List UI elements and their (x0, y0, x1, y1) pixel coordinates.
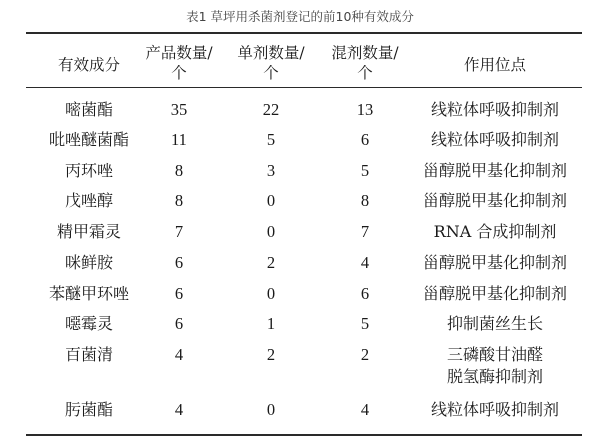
cell-product-count: 11 (171, 130, 187, 149)
cell-mixture-count: 2 (360, 345, 370, 364)
cell-mixture-count: 5 (360, 314, 370, 333)
cell-action-site: 甾醇脱甲基化抑制剂 (422, 161, 567, 180)
cell-mixture-count: 4 (360, 253, 370, 272)
table-header-rule (26, 87, 582, 88)
header-mixture-count (322, 43, 408, 83)
header-product-count-line2: 个 (171, 64, 187, 82)
cell-single-count: 0 (266, 222, 276, 241)
header-mixture-count-line1: 混剂数量/ (331, 44, 399, 62)
cell-single-count: 0 (266, 400, 276, 419)
header-action-site: 作用位点 (463, 56, 526, 74)
cell-ingredient: 吡唑醚菌酯 (48, 130, 129, 149)
cell-ingredient: 戊唑醇 (64, 191, 113, 210)
cell-action-site: 线粒体呼吸抑制剂 (430, 130, 559, 149)
cell-product-count: 6 (174, 253, 184, 272)
cell-mixture-count: 7 (360, 222, 370, 241)
table-caption: 表1 草坪用杀菌剂登记的前10种有效成分 (186, 9, 414, 24)
header-product-count-line1: 产品数量/ (145, 44, 213, 62)
cell-action-site: 甾醇脱甲基化抑制剂 (422, 253, 567, 272)
cell-product-count: 35 (170, 100, 188, 119)
cell-mixture-count: 6 (360, 130, 370, 149)
cell-ingredient: 噁霉灵 (64, 314, 113, 333)
cell-product-count: 6 (174, 314, 184, 333)
cell-mixture-count: 13 (356, 100, 374, 119)
cell-ingredient: 精甲霜灵 (56, 222, 121, 241)
cell-product-count: 4 (174, 345, 184, 364)
cell-mixture-count: 5 (360, 161, 370, 180)
header-product-count (138, 43, 220, 83)
cell-single-count: 5 (266, 130, 276, 149)
cell-action-site: 线粒体呼吸抑制剂 (430, 100, 559, 119)
cell-ingredient: 丙环唑 (64, 161, 113, 180)
cell-action-site: 甾醇脱甲基化抑制剂 (422, 191, 567, 210)
cell-product-count: 6 (174, 284, 184, 303)
cell-action-site (408, 345, 582, 387)
cell-ingredient: 苯醚甲环唑 (48, 284, 129, 303)
cell-mixture-count: 6 (360, 284, 370, 303)
header-single-count-line1: 单剂数量/ (237, 44, 305, 62)
table-bottom-rule (26, 434, 582, 436)
cell-ingredient: 嘧菌酯 (64, 100, 113, 119)
cell-product-count: 8 (174, 191, 184, 210)
header-single-count-line2: 个 (263, 64, 279, 82)
cell-product-count: 4 (174, 400, 184, 419)
cell-ingredient: 咪鲜胺 (64, 253, 113, 272)
cell-ingredient: 百菌清 (64, 345, 113, 364)
cell-action-site-line2: 脱氢酶抑制剂 (446, 367, 543, 386)
cell-single-count: 2 (266, 345, 276, 364)
cell-single-count: 22 (262, 100, 280, 119)
cell-mixture-count: 4 (360, 400, 370, 419)
cell-ingredient: 肟菌酯 (64, 400, 113, 419)
header-mixture-count-line2: 个 (357, 64, 373, 82)
cell-single-count: 1 (266, 314, 276, 333)
cell-action-site: 甾醇脱甲基化抑制剂 (422, 284, 567, 303)
cell-single-count: 3 (266, 161, 276, 180)
cell-action-site: 抑制菌丝生长 (446, 314, 543, 333)
cell-action-site-line1: 三磷酸甘油醛 (446, 345, 543, 364)
cell-product-count: 8 (174, 161, 184, 180)
header-single-count (228, 43, 314, 83)
cell-mixture-count: 8 (360, 191, 370, 210)
cell-action-site: RNA 合成抑制剂 (433, 222, 557, 241)
header-ingredient: 有效成分 (57, 56, 120, 74)
cell-product-count: 7 (174, 222, 184, 241)
cell-single-count: 2 (266, 253, 276, 272)
table-top-rule (26, 32, 582, 34)
cell-single-count: 0 (266, 191, 276, 210)
cell-action-site: 线粒体呼吸抑制剂 (430, 400, 559, 419)
cell-single-count: 0 (266, 284, 276, 303)
